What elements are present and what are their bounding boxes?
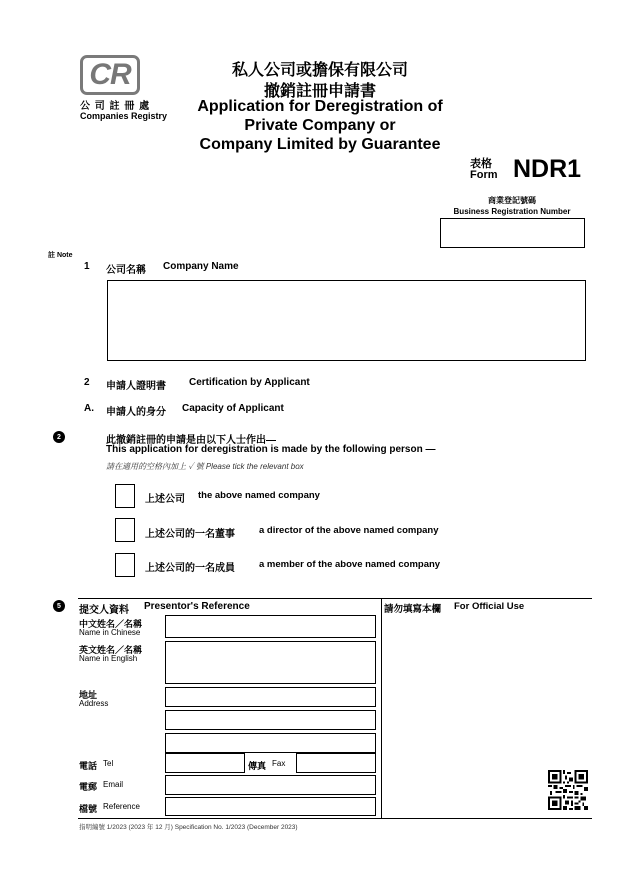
- brn-label-zh: 商業登記號碼: [488, 196, 536, 205]
- name-en-label-en: Name in English: [79, 654, 138, 663]
- name-zh-label-zh: 中文姓名／名稱: [79, 619, 143, 629]
- option-company-label-en: the above named company: [198, 490, 320, 501]
- logo-text: CR: [89, 58, 131, 91]
- email-label-zh: 電郵: [79, 782, 98, 792]
- option-company-label-zh: 上述公司: [145, 494, 185, 505]
- form-label-en: Form: [470, 169, 498, 181]
- form-label-zh: 表格: [470, 158, 492, 170]
- section2-number: 2: [84, 377, 90, 388]
- option-member-checkbox[interactable]: [115, 553, 135, 577]
- title-en-line1: Application for Deregistration of: [197, 98, 443, 115]
- name-chinese-input[interactable]: [165, 615, 376, 638]
- note-2-number: 2: [57, 433, 61, 441]
- title-en-line2: Private Company or: [244, 117, 396, 134]
- qr-code-icon: [548, 770, 588, 810]
- note-5-marker: [53, 600, 65, 612]
- section1-label-zh: 公司名稱: [106, 265, 146, 276]
- note-label: 註 Note: [48, 252, 73, 259]
- fax-label-en: Fax: [272, 759, 286, 768]
- name-english-input[interactable]: [165, 641, 376, 684]
- note-2-marker: [53, 431, 65, 443]
- reference-input[interactable]: [165, 797, 376, 816]
- statement-en: This application for deregistration is made by the following person —: [106, 444, 436, 455]
- address-line3-input[interactable]: [165, 733, 376, 753]
- brn-label-en: Business Registration Number: [453, 207, 571, 216]
- email-label-en: Email: [103, 780, 124, 789]
- presenter-title-zh: 提交人資料: [79, 605, 129, 616]
- presenter-title-en: Presentor's Reference: [144, 601, 250, 612]
- official-use-label-en: For Official Use: [454, 601, 525, 612]
- brn-input[interactable]: [440, 218, 585, 248]
- fax-label-zh: 傳真: [248, 761, 267, 771]
- section2-label-en: Certification by Applicant: [189, 377, 310, 388]
- registry-name-en: Companies Registry: [80, 111, 168, 121]
- official-use-label-zh: 請勿填寫本欄: [384, 604, 442, 615]
- option-member-label-zh: 上述公司的一名成員: [145, 563, 235, 574]
- name-zh-label-en: Name in Chinese: [79, 628, 141, 637]
- section2a-label-en: Capacity of Applicant: [182, 403, 284, 414]
- option-director-checkbox[interactable]: [115, 518, 135, 542]
- companies-registry-logo: [80, 55, 140, 95]
- section2-label-zh: 申請人證明書: [106, 381, 166, 392]
- section1-label-en: Company Name: [163, 261, 239, 272]
- reference-label-zh: 檔號: [79, 804, 98, 814]
- section1-number: 1: [84, 261, 90, 272]
- form-code: NDR1: [513, 155, 582, 183]
- section2a-label-zh: 申請人的身分: [106, 407, 166, 418]
- option-member-label-en: a member of the above named company: [259, 559, 441, 570]
- presenter-bottom-rule: [78, 818, 592, 819]
- option-company-checkbox[interactable]: [115, 484, 135, 508]
- option-director-label-zh: 上述公司的一名董事: [145, 529, 235, 540]
- address-label-en: Address: [79, 699, 109, 708]
- official-divider: [381, 598, 382, 818]
- registry-name-zh: 公 司 註 冊 處: [80, 101, 151, 112]
- reference-label-en: Reference: [103, 802, 140, 811]
- address-line2-input[interactable]: [165, 710, 376, 730]
- title-zh-line2: 撤銷註冊申請書: [263, 83, 376, 100]
- title-en-line3: Company Limited by Guarantee: [199, 136, 441, 153]
- tel-input[interactable]: [165, 753, 245, 773]
- option-director-label-en: a director of the above named company: [259, 525, 439, 536]
- tick-instruction-en: Please tick the relevant box: [205, 462, 304, 471]
- email-input[interactable]: [165, 775, 376, 795]
- fax-input[interactable]: [296, 753, 376, 773]
- specification-footer: 指明編號 1/2023 (2023 年 12 月) Specification No. 1/2023 (December 2023): [79, 824, 298, 831]
- tick-instruction: [106, 461, 304, 472]
- presenter-top-rule: [78, 598, 592, 599]
- address-line1-input[interactable]: [165, 687, 376, 707]
- tel-label-en: Tel: [103, 759, 114, 768]
- title-zh-line1: 私人公司或擔保有限公司: [231, 62, 408, 79]
- note-5-number: 5: [57, 602, 61, 610]
- section2a-letter: A.: [84, 403, 94, 414]
- company-name-input[interactable]: [107, 280, 586, 361]
- name-en-label-zh: 英文姓名／名稱: [79, 645, 143, 655]
- address-label-zh: 地址: [79, 690, 98, 700]
- statement-zh: 此撤銷註冊的申請是由以下人士作出—: [106, 435, 276, 446]
- tel-label-zh: 電話: [79, 761, 98, 771]
- tick-instruction-zh: 請在適用的空格內加上 ✓ 號: [106, 462, 204, 471]
